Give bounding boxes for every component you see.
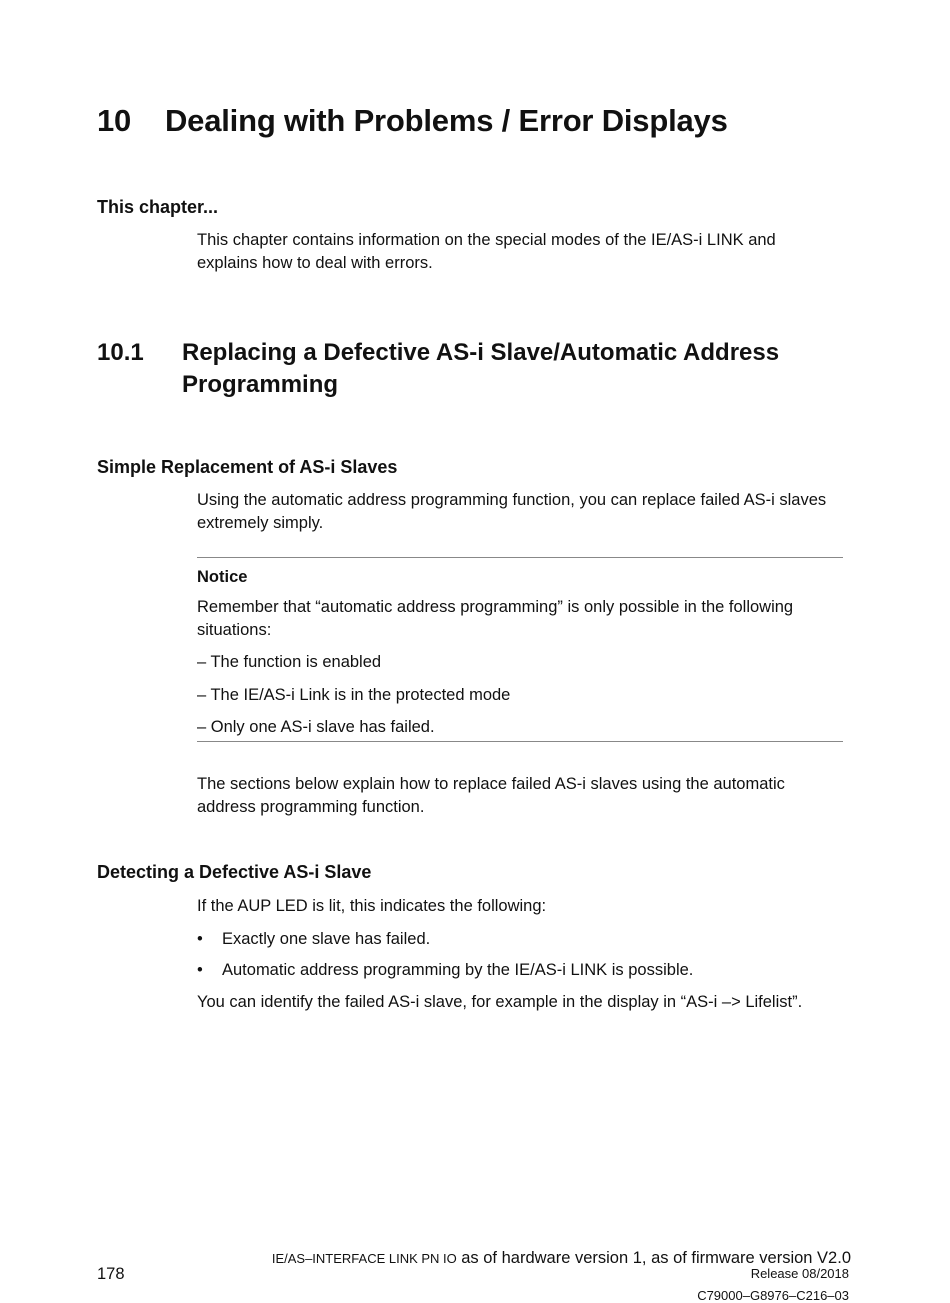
section-title-line2: Programming	[182, 371, 339, 398]
simple-replacement-text: Using the automatic address programming function, you can replace failed AS-i slaves extremely simply.	[197, 491, 827, 532]
detecting-bullet	[197, 928, 430, 951]
chapter-title: Dealing with Problems / Error Displays	[165, 103, 728, 138]
bullet-text: Automatic address programming by the IE/AS-i LINK is possible.	[222, 961, 694, 979]
this-chapter-text: This chapter contains information on the special modes of the IE/AS-i LINK and explains how to deal with errors.	[197, 231, 776, 272]
section-title-line1: Replacing a Defective AS-i Slave/Automatic Address	[182, 339, 780, 366]
section-number: 10.1	[97, 339, 144, 366]
notice-item: – The IE/AS-i Link is in the protected mode	[197, 686, 511, 704]
bullet-icon: •	[197, 930, 203, 948]
detecting-intro: If the AUP LED is lit, this indicates the following:	[197, 897, 547, 915]
chapter-number: 10	[97, 103, 132, 138]
notice-title: Notice	[197, 568, 248, 586]
footer-release: Release 08/2018	[750, 1266, 849, 1281]
simple-replacement-heading: Simple Replacement of AS-i Slaves	[97, 457, 398, 477]
bullet-text: Exactly one slave has failed.	[222, 930, 431, 948]
bullet-icon: •	[197, 961, 203, 979]
chapter-heading	[97, 103, 131, 139]
notice-text: Remember that “automatic address programming” is only possible in the following situations:	[197, 598, 794, 639]
this-chapter-heading: This chapter...	[97, 197, 219, 217]
notice-item: – Only one AS-i slave has failed.	[197, 718, 435, 736]
notice-top-rule	[197, 557, 843, 558]
footer-doc-id: C79000–G8976–C216–03	[697, 1288, 849, 1303]
notice-item: – The function is enabled	[197, 653, 382, 671]
detecting-heading: Detecting a Defective AS-i Slave	[97, 862, 372, 882]
footer-version: as of hardware version 1, as of firmware version V2.0	[461, 1249, 851, 1267]
detecting-bullet	[197, 959, 693, 982]
notice-bottom-rule	[197, 741, 843, 742]
sections-below-text: The sections below explain how to replace failed AS-i slaves using the automatic address programming function.	[197, 775, 785, 816]
detecting-outro: You can identify the failed AS-i slave, for example in the display in “AS-i –> Lifelist”.	[197, 993, 803, 1011]
section-title	[182, 337, 882, 401]
footer-product: IE/AS–INTERFACE LINK PN IO	[271, 1251, 457, 1266]
page-number: 178	[97, 1265, 125, 1283]
